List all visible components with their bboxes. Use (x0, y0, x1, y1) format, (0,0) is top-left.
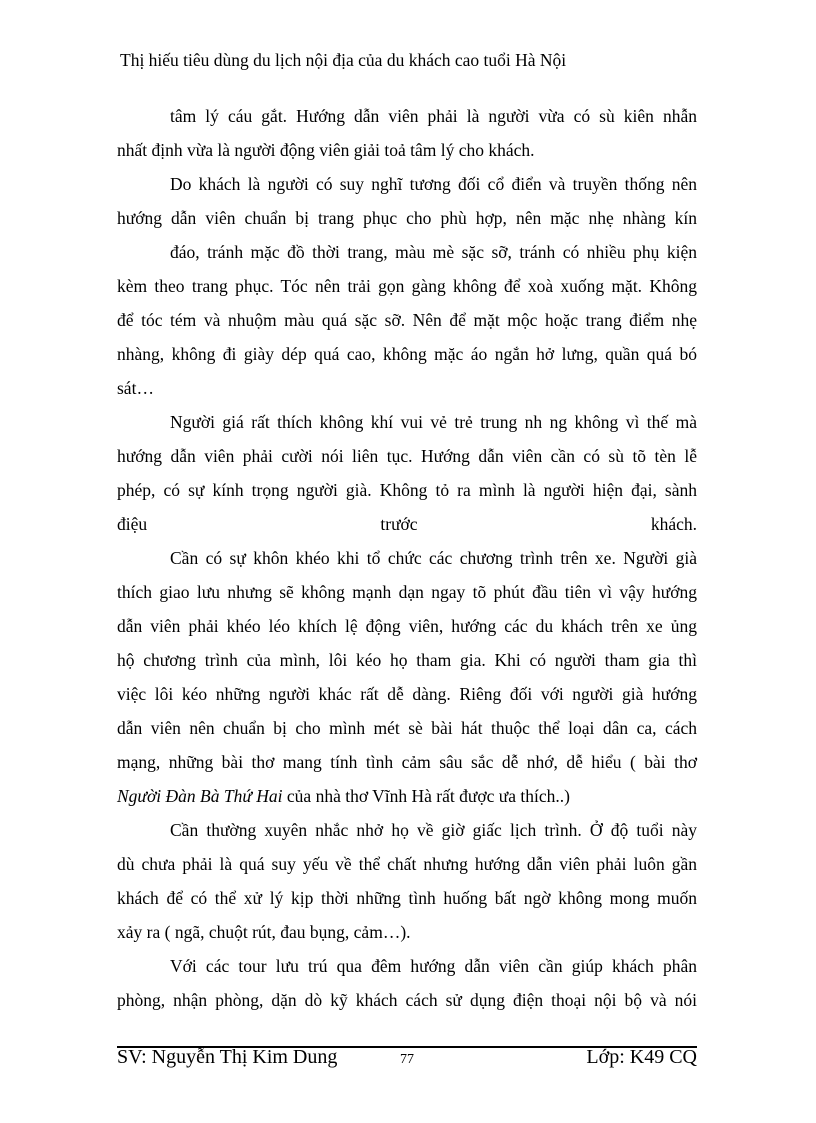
body-line: Người giá rất thích không khí vui vẻ trẻ trung nh ng không vì thế mà (170, 412, 697, 432)
body-line: dù chưa phải là quá suy yếu về thể chất nhưng hướng dẫn viên phải luôn gần (117, 854, 697, 874)
body-line: Cần có sự khôn khéo khi tổ chức các chương trình trên xe. Người già (170, 548, 697, 568)
body-line: nhàng, không đi giày dép quá cao, không mặc áo ngắn hở lưng, quần quá bó (117, 344, 697, 364)
body-line: sát… (117, 378, 154, 398)
footer-class: Lớp: K49 CQ (586, 1046, 697, 1068)
body-line: việc lôi kéo những người khác rất dễ dàng. Riêng đối với người già hướng (117, 684, 697, 704)
body-line: tâm lý cáu gắt. Hướng dẫn viên phải là người vừa có sù kiên nhẫn (170, 106, 697, 126)
body-line: đáo, tránh mặc đồ thời trang, màu mè sặc sỡ, tránh có nhiều phụ kiện (170, 242, 697, 262)
poem-rest: của nhà thơ Vĩnh Hà rất được ưa thích..) (282, 786, 570, 806)
body-line: thích giao lưu nhưng sẽ không mạnh dạn ngay tõ phút đầu tiên vì vậy hướng (117, 582, 697, 602)
spaced-word-middle: trước (380, 514, 418, 534)
body-line: dẫn viên nên chuẩn bị cho mình mét sè bài hát thuộc thể loại dân ca, cách (117, 718, 697, 738)
body-line: Với các tour lưu trú qua đêm hướng dẫn viên cần giúp khách phân (170, 956, 697, 976)
body-line: khách để có thể xử lý kịp thời những tình huống bất ngờ không mong muốn (117, 888, 697, 908)
page-header: Thị hiếu tiêu dùng du lịch nội địa của du khách cao tuổi Hà Nội (120, 50, 567, 70)
body-line: Do khách là người có suy nghĩ tương đối cổ điển và truyền thống nên (170, 174, 697, 194)
footer-page-number: 77 (400, 1052, 414, 1067)
spaced-word-right: khách. (650, 514, 697, 534)
body-line-spaced (117, 513, 697, 535)
spaced-word-left: điệu (117, 514, 148, 534)
body-line: hướng dẫn viên chuẩn bị trang phục cho phù hợp, nên mặc nhẹ nhàng kín (117, 208, 697, 228)
body-line: để tóc tém và nhuộm màu quá sặc sỡ. Nên để mặt mộc hoặc trang điểm nhẹ (117, 310, 697, 330)
body-line: kèm theo trang phục. Tóc nên trải gọn gàng không để xoà xuống mặt. Không (117, 276, 697, 296)
body-line: nhất định vừa là người động viên giải toả tâm lý cho khách. (117, 140, 535, 160)
body-line: mạng, những bài thơ mang tính tình cảm sâu sắc dễ nhớ, dễ hiểu ( bài thơ (117, 752, 697, 772)
footer-student: SV: Nguyễn Thị Kim Dung (117, 1046, 338, 1068)
body-line-poem (117, 785, 697, 807)
body-line: Cần thường xuyên nhắc nhở họ về giờ giấc lịch trình. Ở độ tuổi này (170, 820, 697, 840)
body-line: hướng dẫn viên phải cười nói liên tục. Hướng dẫn viên cần có sù tõ tèn lễ (117, 446, 697, 466)
body-line: dẫn viên phải khéo léo khích lệ động viên, hướng các du khách trên xe ủng (117, 616, 697, 636)
body-line: phép, có sự kính trọng người già. Không tỏ ra mình là người hiện đại, sành (117, 480, 697, 500)
body-line: hộ chương trình của mình, lôi kéo họ tham gia. Khi có người tham gia thì (117, 650, 697, 670)
body-line: xảy ra ( ngã, chuột rút, đau bụng, cảm…). (117, 922, 411, 942)
body-line: phòng, nhận phòng, dặn dò kỹ khách cách sử dụng điện thoại nội bộ và nói (117, 990, 697, 1010)
poem-title: Người Đàn Bà Thứ Hai (117, 786, 283, 806)
